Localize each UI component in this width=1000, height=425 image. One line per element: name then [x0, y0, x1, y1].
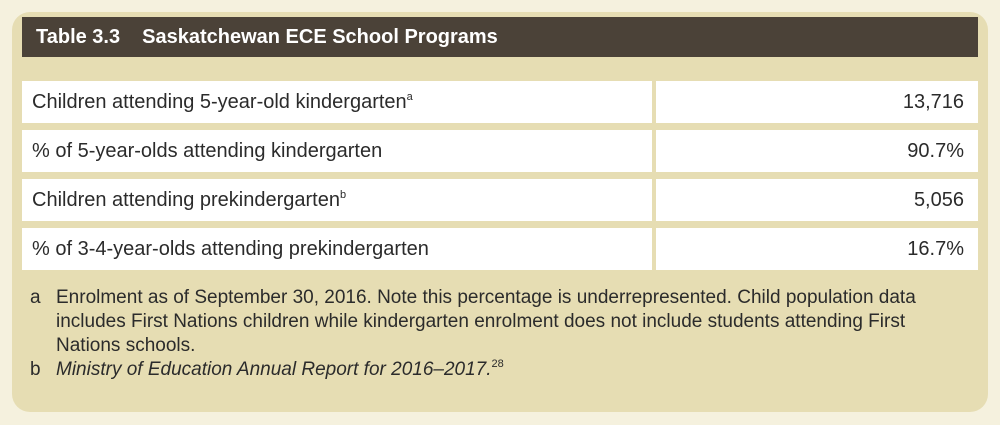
footnote-text: Ministry of Education Annual Report for 2016–2017. [56, 359, 492, 380]
table-header [22, 17, 978, 57]
row-value: 90.7% [656, 130, 978, 172]
footnote-a [30, 286, 960, 358]
footnote-ref-a: a [406, 91, 413, 103]
footnote-text: Enrolment as of September 30, 2016. Note this percentage is underrepresented. Child population data includes First Nations children while kindergarten enrolment does not include students attending First Nations schools. [56, 287, 916, 356]
table-row [22, 228, 978, 270]
footnote-ref-b: b [339, 189, 347, 201]
footnote-b [30, 358, 960, 382]
row-value: 13,716 [656, 81, 978, 123]
row-label-cell [22, 179, 652, 221]
table-row [22, 130, 978, 172]
row-value: 5,056 [656, 179, 978, 221]
row-label-cell [22, 130, 652, 172]
row-label-cell [22, 228, 652, 270]
footnote-mark: b [30, 359, 41, 380]
row-label-cell [22, 81, 652, 123]
table-number: Table 3.3 [36, 26, 121, 48]
footnotes [30, 286, 960, 382]
row-value: 16.7% [656, 228, 978, 270]
table-title: Saskatchewan ECE School Programs [142, 26, 498, 48]
footnote-reference-number: 28 [491, 358, 504, 370]
table-row [22, 179, 978, 221]
footnote-mark: a [30, 287, 41, 308]
row-label: Children attending prekindergarten [32, 189, 340, 211]
row-label: Children attending 5-year-old kindergarten [32, 91, 407, 113]
table-row [22, 81, 978, 123]
row-label: % of 3-4-year-olds attending prekindergarten [32, 238, 429, 260]
row-label: % of 5-year-olds attending kindergarten [32, 140, 383, 162]
